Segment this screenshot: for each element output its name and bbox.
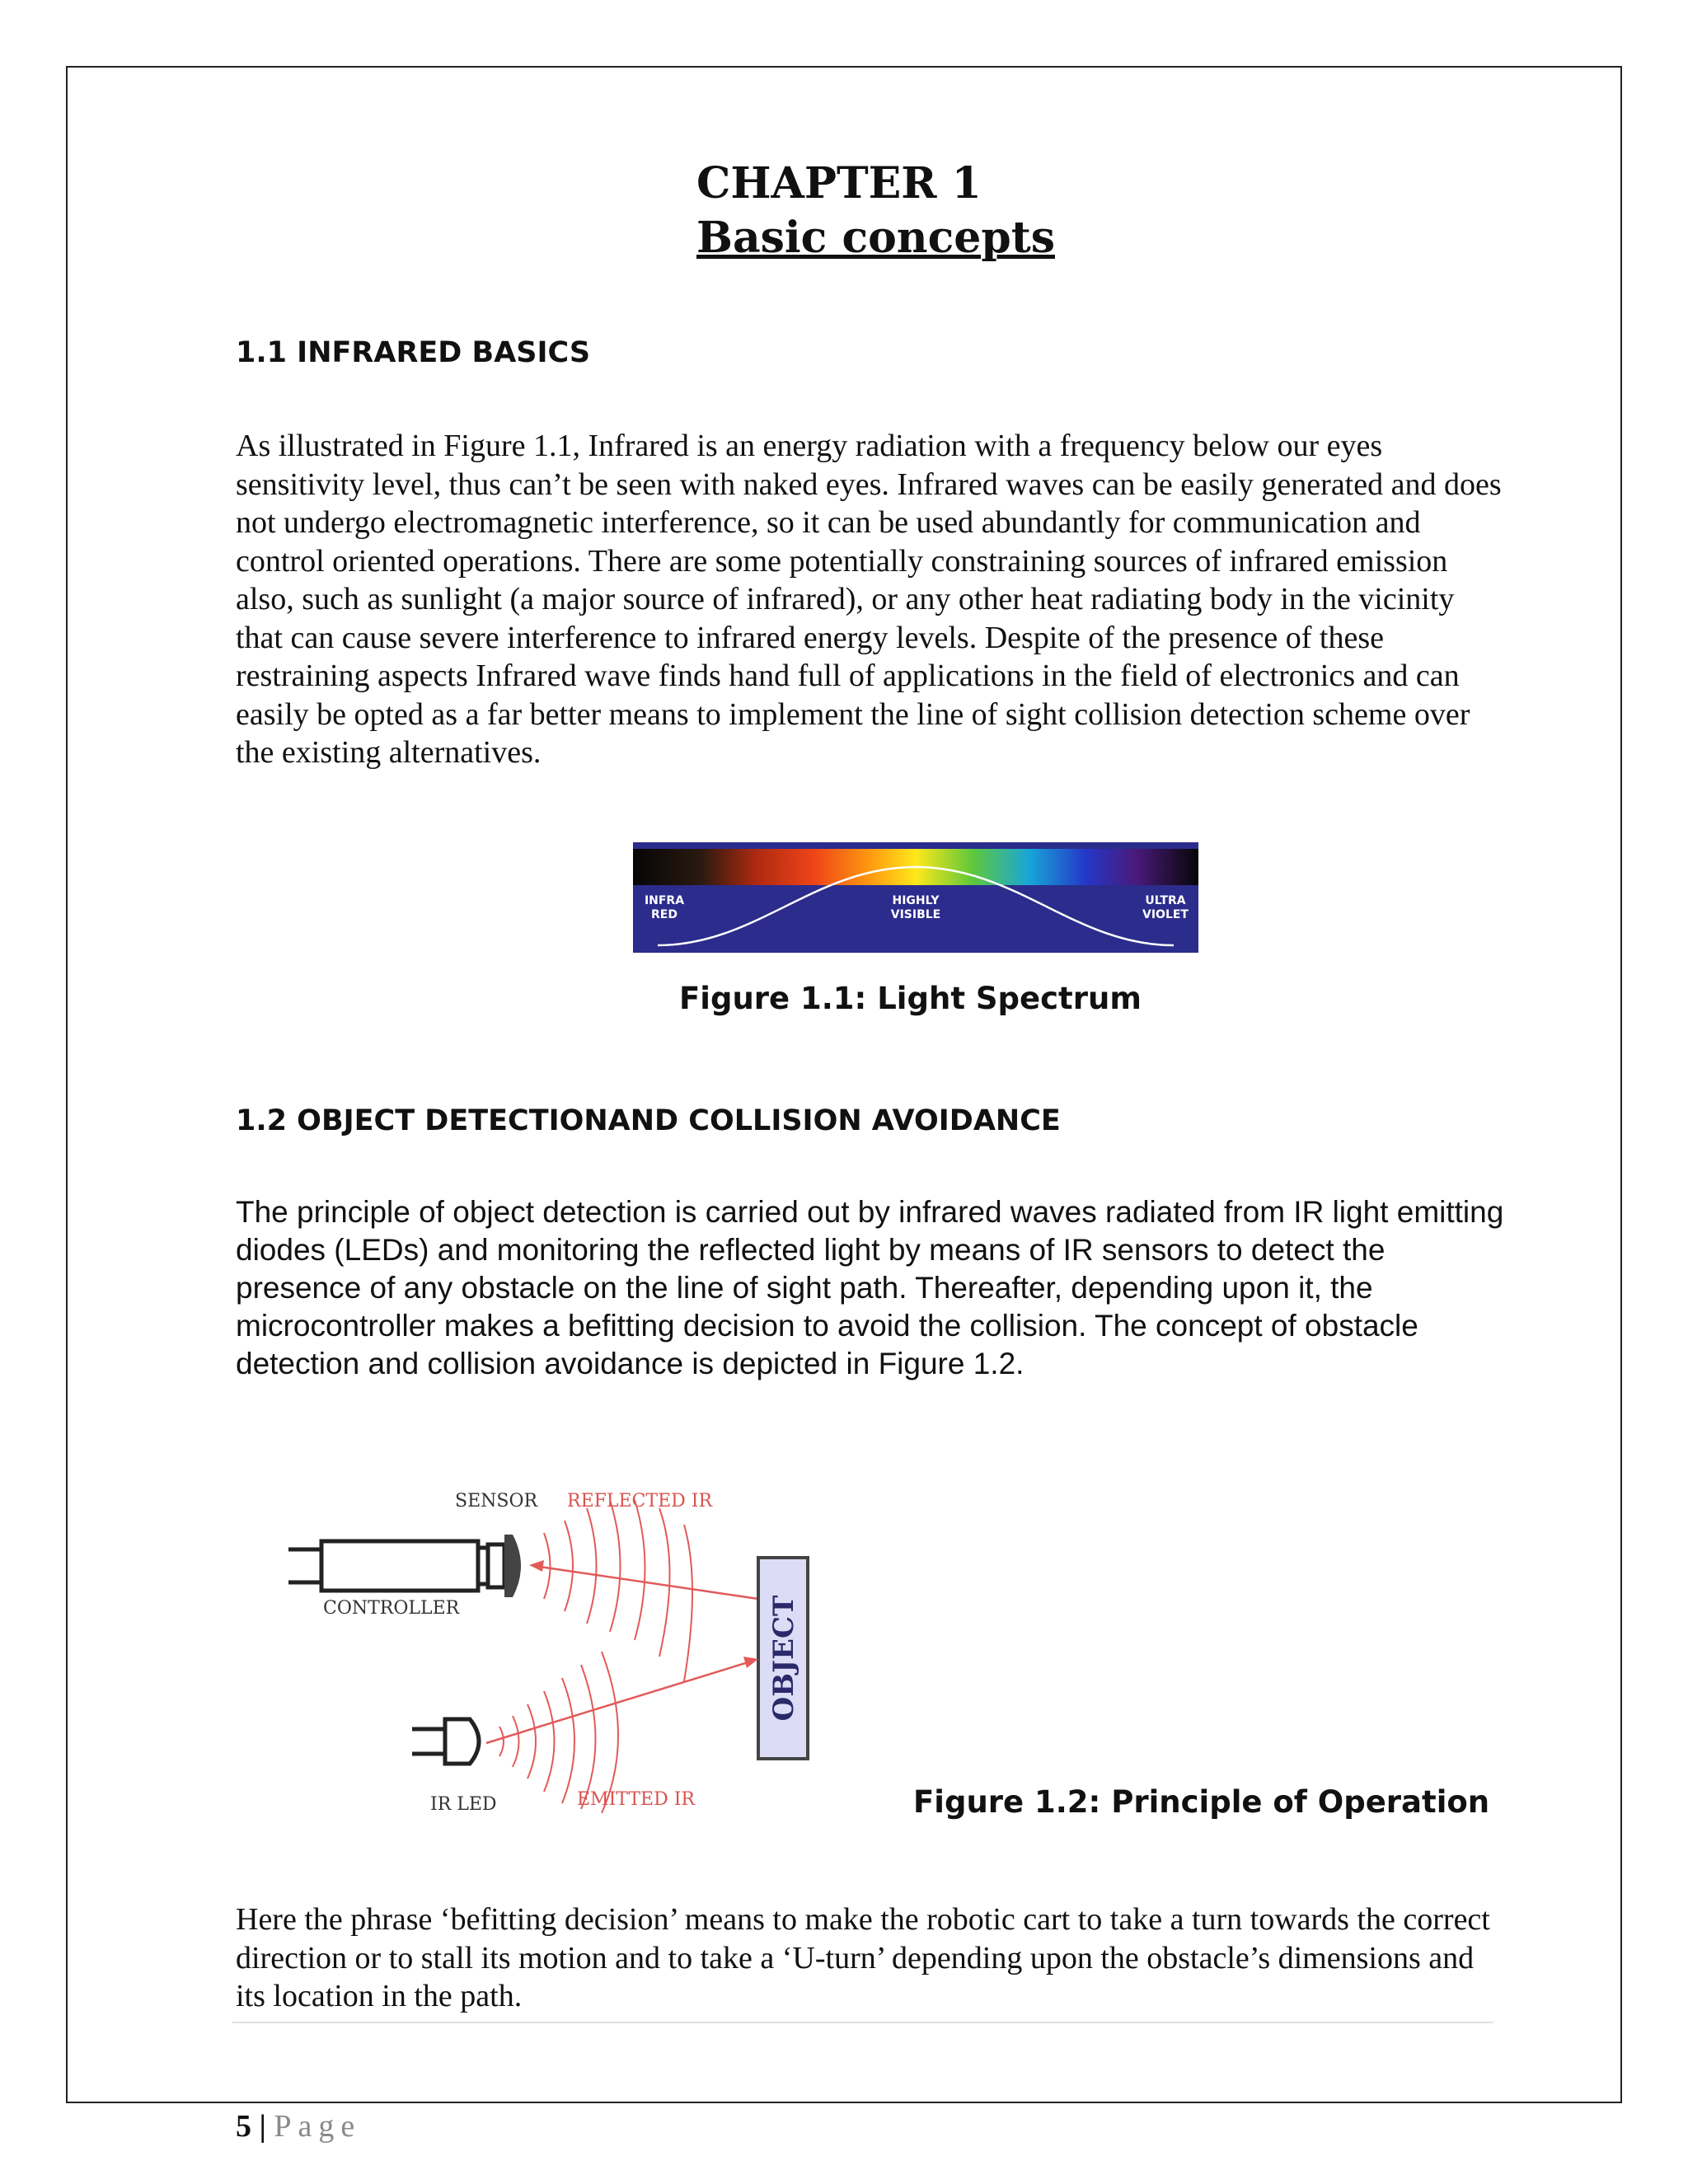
section-2-paragraph: The principle of object detection is carried out by infrared waves radiated from IR light emitting diodes (LEDs) and monitoring the reflected light by means of IR sensors to detect the presence of any obstacle on the line of sight path. Thereafter, depending upon it, the microcontroller makes a befitting decision to avoid the collision. The concept of obstacle detection and collision avoidance is depicted in Figure 1.2. <box>236 1195 1504 1380</box>
ir-led-label: IR LED <box>430 1794 497 1815</box>
closing-paragraph: Here the phrase ‘befitting decision’ means to make the robotic cart to take a turn towards the correct direction or to stall its motion and to take a ‘U-turn’ depending upon the obstacle’s dimensions and its location in the path. <box>236 1902 1490 2013</box>
controller-block <box>288 1541 504 1591</box>
page-separator: | <box>259 2109 266 2144</box>
page-footer <box>236 2108 361 2144</box>
object-label: OBJECT <box>767 1595 800 1722</box>
section-1-heading: 1.1 INFRARED BASICS <box>236 336 591 369</box>
section-2-heading: 1.2 OBJECT DETECTIONAND COLLISION AVOIDANCE <box>236 1104 1061 1137</box>
emitted-ir-label: EMITTED IR <box>577 1789 695 1810</box>
principle-of-operation-diagram <box>272 1475 849 1821</box>
ir-led-block <box>412 1719 479 1764</box>
reflected-ray <box>534 1566 758 1599</box>
page-number: 5 <box>236 2109 251 2144</box>
light-spectrum-figure <box>633 842 1198 953</box>
reflected-arrowhead <box>529 1560 544 1572</box>
page-label: Page <box>274 2109 362 2144</box>
content-divider <box>232 2022 1493 2023</box>
figure-1-caption: Figure 1.1: Light Spectrum <box>679 981 1142 1016</box>
chapter-number: CHAPTER 1 <box>696 158 982 209</box>
chapter-title: Basic concepts <box>696 213 1055 263</box>
chapter-header <box>696 157 1055 265</box>
infra-red-label: INFRA RED <box>644 894 685 921</box>
controller-label: CONTROLLER <box>323 1598 460 1619</box>
emitted-ray <box>486 1661 753 1743</box>
figure-2-caption: Figure 1.2: Principle of Operation <box>913 1784 1490 1820</box>
reflected-waves <box>544 1500 692 1681</box>
ultra-violet-label: ULTRA VIOLET <box>1142 894 1189 921</box>
reflected-ir-label: REFLECTED IR <box>567 1491 713 1511</box>
section-1-paragraph: As illustrated in Figure 1.1, Infrared is an energy radiation with a frequency below our eyes sensitivity level, thus can’t be seen with naked eyes. Infrared waves can be easily generated and does not undergo electromagnetic interference, so it can be used abundantly for communication and control oriented operations. There are some potentially constraining sources of infrared emission also, such as sunlight (a major source of infrared), or any other heat radiating body in the vicinity that can cause severe interference to infrared energy levels. Despite of the presence of these restraining aspects Infrared wave finds hand full of applications in the field of electronics and can easily be opted as a far better means to implement the line of sight collision detection scheme over the existing alternatives. <box>236 429 1502 770</box>
sensor-icon <box>504 1535 521 1597</box>
highly-visible-label: HIGHLY VISIBLE <box>890 894 941 921</box>
sensor-label: SENSOR <box>455 1491 538 1511</box>
emitted-arrowhead <box>743 1657 758 1668</box>
